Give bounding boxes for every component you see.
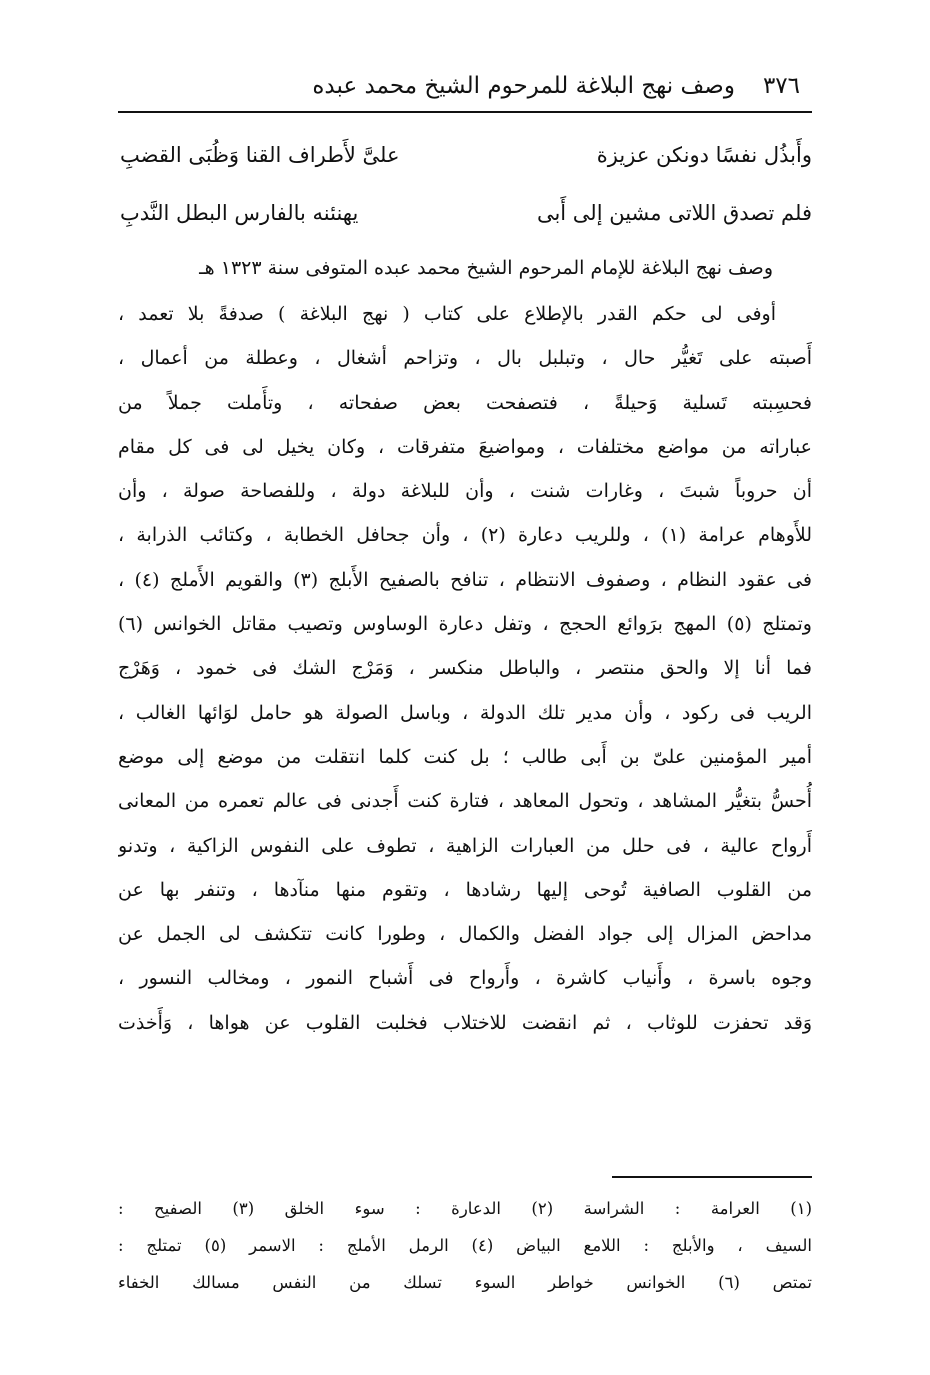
page-number: ٣٧٦ (762, 73, 800, 99)
footnote-line: تمتص (٦) الخوانس خواطر السوء تسلك من النفس مسالك الخفاء (118, 1273, 812, 1292)
text-line: أمير المؤمنين علىّ بن أَبى طالب ؛ بل كنت كلما انتقلت من موضع إلى موضع (118, 745, 812, 768)
text-line: وَقد تحفزت للوثاب ، ثم انقضت للاختلاب فخلبت القلوب عن هواها ، وَأَخذت (118, 1011, 812, 1034)
footnotes (118, 1190, 812, 1301)
verse-line (120, 134, 812, 176)
text-line: أن حروباً شبتَ ، وغارات شنت ، وأن للبلاغة دولة ، وللفصاحة صولة ، وأن (118, 480, 812, 503)
footnote-line: السيف ، والأبلج : اللامع البياض (٤) الرمل الأملج : الاسمر (٥) تمتلج : (118, 1236, 812, 1255)
verse-hemistich-left: يهنئنه بالفارس البطل النَّدبِ (120, 201, 359, 225)
verse-hemistich-left: علىَّ لأَطراف القنا وَظُبَى القضبِ (120, 143, 400, 167)
section-heading: وصف نهج البلاغة للإمام المرحوم الشيخ محمد عبده المتوفى سنة ١٣٢٣ هـ (199, 257, 773, 279)
text-line: أَصبته على تَغيُّر حال ، وتبلبل بال ، وتزاحم أشغال ، وعطلة من أعمال ، (118, 347, 812, 370)
text-line: للأَوهام عرامة (١) ، وللريب دعارة (٢) ، وأن جحافل الخطابة ، وكتائب الذرابة ، (118, 524, 812, 547)
text-line: وجوه باسرة ، وأَنياب كاشرة ، وأَرواح فى أَشباح النمور ، ومخالب النسور ، (118, 967, 812, 990)
page-header (118, 68, 800, 104)
verse-hemistich-right: فلم تصدق اللاتى مشين إلى أَبى (536, 201, 812, 225)
text-line: مداحض المزال إلى جواد الفضل والكمال ، وطورا كانت تتكشف لى الجمل عن (118, 923, 812, 946)
text-line: وتمتلج (٥) المهج برَوائع الحجج ، وتفل دعارة الوساوس وتصيب مقاتل الخوانس (٦) (118, 613, 812, 636)
verse-hemistich-right: وأَبذُل نفسًا دونكن عزيزة (596, 143, 812, 167)
header-rule (118, 111, 812, 113)
footnote-rule (612, 1176, 812, 1178)
body-text (118, 292, 812, 1045)
text-line: أَرواح عالية ، فى حلل من العبارات الزاهية ، تطوف على النفوس الزاكية ، وتدنو (118, 834, 812, 857)
text-line: أوفى لى حكم القدر بالإطلاع على كتاب ( نهج البلاغة ) صدفةً بلا تعمد ، (118, 303, 776, 325)
footnote-line: (١) العرامة : الشراسة (٢) الدعارة : سوء الخلق (٣) الصفيح : (118, 1199, 812, 1218)
text-line: فى عقود النظام ، وصفوف الانتظام ، تنافح بالصفيح الأَبلج (٣) والقويم الأَملج (٤) ، (118, 568, 812, 591)
text-line: عباراته من مواضع مختلفات ، ومواضيعَ متفرقات ، وكان يخيل لى فى كل مقام (118, 435, 812, 458)
verse-line (120, 192, 812, 234)
text-line: أُحسُّ بتغيُّر المشاهد ، وتحول المعاهد ، فتارة كنت أَجدنى فى عالم تعمره من المعانى (118, 790, 812, 813)
running-title: وصف نهج البلاغة للمرحوم الشيخ محمد عبده (312, 73, 735, 99)
text-line: الريب فى ركود ، وأن مدير تلك الدولة ، وباسل الصولة هو حامل لوَائها الغالب ، (118, 701, 812, 724)
text-line: فحسِبته تَسلية وَحيلةً ، فتصفحت بعض صفحاته ، وتأَملت جملاً من (118, 391, 812, 414)
text-line: فما أنا إلا والحق منتصر ، والباطل منكسر ، وَمَرْج الشك فى خمود ، وَهَرْج (118, 657, 812, 680)
text-line: من القلوب الصافية تُوحى إليها رشادها ، وتقوم منها منآدها ، وتنفر بها عن (118, 878, 812, 901)
